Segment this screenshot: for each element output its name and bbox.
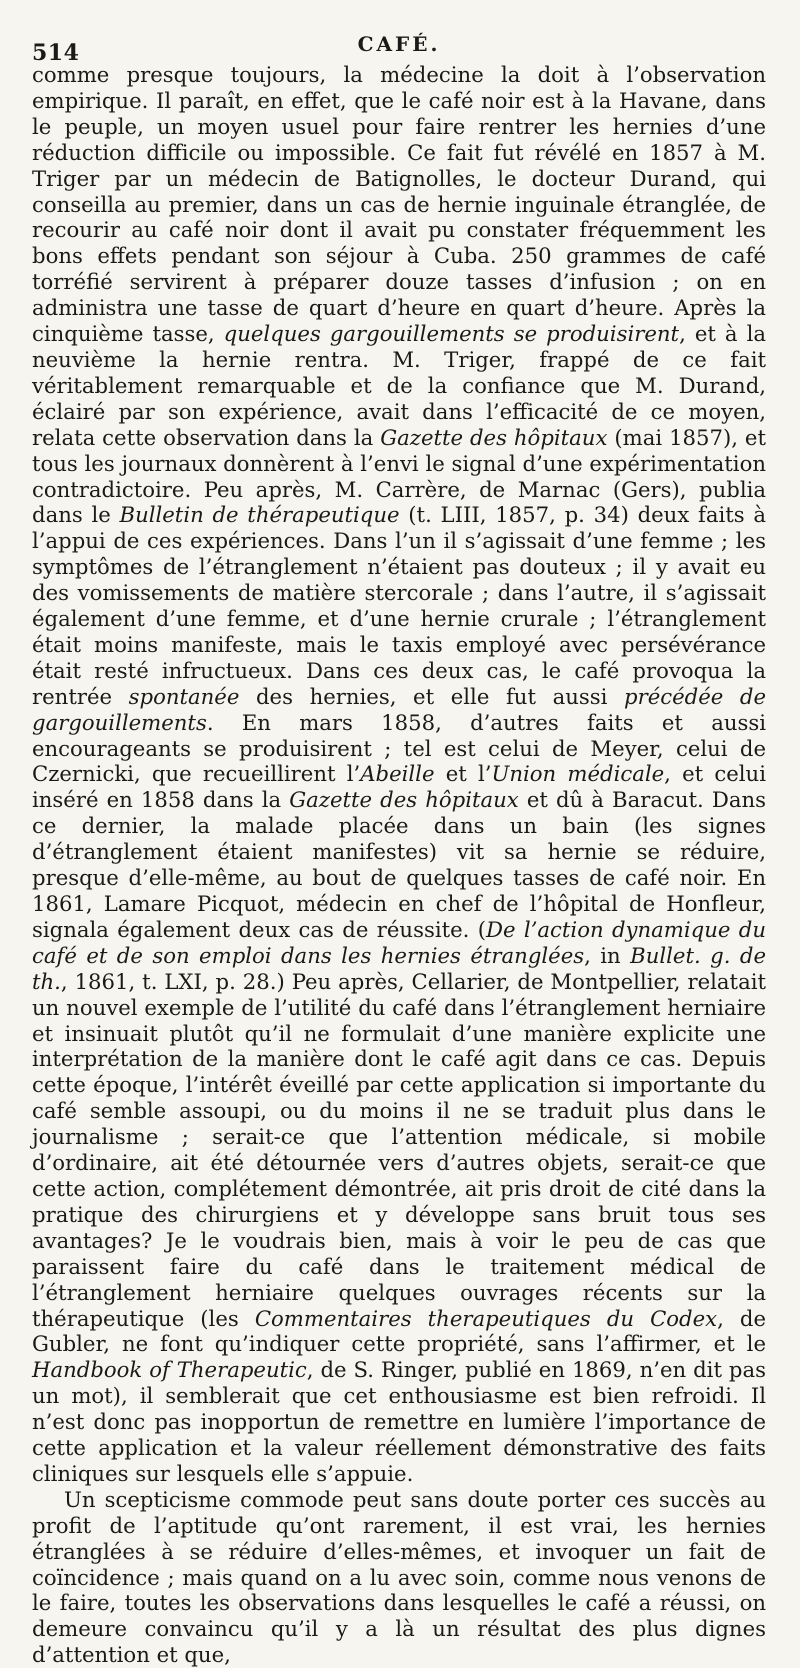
italic-text: Union médicale bbox=[491, 761, 665, 787]
text-run: , 1861, t. LXI, p. 28.) Peu après, Cellarier, de Montpellier, relatait un nouvel exemple de l’utilité du café dans l’étranglement herniaire et insinuait plutôt qu’il ne formulait d’une manière explicite une interprétation de la manière dont le café agit dans ce cas. Depuis cette époque, l’intérêt éveillé par cette application si importante du café semble assoupi, ou du moins il ne se traduit plus dans le journalisme ; serait-ce que l’attention médicale, si mobile d’ordinaire, ait été détournée vers d’autres objets, serait-ce que cette action, complétement démontrée, ait pris droit de cité dans la pratique des chirurgiens et y développe sans bruit tous ses avantages? Je le voudrais bien, mais à voir le peu de cas que paraissent faire du café dans le traitement médical de l’étranglement herniaire quelques ouvrages récents sur la thérapeutique (les bbox=[32, 968, 766, 1331]
italic-text: Bulletin de thérapeutique bbox=[119, 502, 400, 528]
text-run: , et à la neuvième la hernie rentra. M. Triger, frappé de ce fait véritablement remarquable et de la confiance que M. Durand, éclairé par son expérience, avait dans l’efficacité de ce moyen, relata cette observation dans la bbox=[32, 321, 766, 450]
text-run: , in bbox=[584, 942, 631, 968]
text-run: et dû à Baracut. Dans ce dernier, la malade placée dans un bain (les signes d’étranglement étaient manifestes) vit sa hernie se réduire, presque d’elle-même, au bout de quelques tasses de café noir. En 1861, Lamare Picquot, médecin en chef de l’hôpital de Honfleur, signala également deux cas de réussite. ( bbox=[32, 787, 766, 942]
italic-text: Gazette des hôpitaux bbox=[289, 787, 519, 813]
text-run: , de Gubler, ne font qu’indiquer cette propriété, sans l’affirmer, et le bbox=[32, 1305, 766, 1357]
text-run: . En mars 1858, d’autres faits et aussi encourageants se produisirent ; tel est celui de Meyer, celui de Czernicki, que recueillirent l’ bbox=[32, 709, 766, 787]
italic-text: Handbook of Therapeutic bbox=[32, 1357, 307, 1383]
text-run: , de S. Ringer, publié en 1869, n’en dit pas un mot), il semblerait que cet enthousiasme est bien refroidi. Il n’est donc pas inopportun de remettre en lumière l’importance de cette application et la valeur réellement démonstrative des faits cliniques sur lesquels elle s’appuie. bbox=[32, 1357, 766, 1486]
italic-text: Abeille bbox=[360, 761, 435, 787]
text-run: comme presque toujours, la médecine la doit à l’observation empirique. Il paraît, en effet, que le café noir est à la Havane, dans le peuple, un moyen usuel pour faire rentrer les hernies d’une réduction difficile ou impossible. Ce fait fut révélé en 1857 à M. Triger par un médecin de Batignolles, le docteur Durand, qui conseilla au premier, dans un cas de hernie inguinale étranglée, de recourir au café noir dont il avait pu constater fréquemment les bons effets pendant son séjour à Cuba. 250 grammes de café torréfié servirent à préparer douze tasses d’infusion ; on en administra une tasse de quart d’heure en quart d’heure. Après la cinquième tasse, bbox=[32, 62, 766, 347]
running-title: CAFÉ. bbox=[357, 32, 441, 56]
text-run: Un scepticisme commode peut sans doute porter ces succès au profit de l’aptitude qu’ont rarement, il est vrai, les hernies étranglées à se réduire d’elles-mêmes, et invoquer un fait de coïncidence ; mais quand on a lu avec soin, comme nous venons de le faire, toutes les observations dans lesquelles le café a réussi, on demeure convaincu qu’il y a là un résultat des plus dignes d’attention et que, bbox=[32, 1486, 766, 1668]
italic-text: Commentaires therapeutiques du Codex bbox=[254, 1305, 718, 1331]
running-head bbox=[32, 30, 766, 66]
text-run: (t. LIII, 1857, p. 34) deux faits à l’appui de ces expériences. Dans l’un il s’agissait d’une femme ; les symptômes de l’étranglement n’étaient pas douteux ; il y avait eu des vomissements de matière stercorale ; dans l’autre, il s’agissait également d’une femme, et d’une hernie crurale ; l’étranglement était moins manifeste, mais le taxis employé avec persévérance était resté infructueux. Dans ces deux cas, le café provoqua la rentrée bbox=[32, 502, 767, 709]
text-run: et l’ bbox=[434, 761, 492, 787]
italic-text: quelques gargouillements se produisirent bbox=[223, 321, 680, 347]
italic-text: Bullet. g. de th. bbox=[32, 942, 766, 994]
body-text bbox=[32, 62, 766, 1668]
text-run: des hernies, et elle fut aussi bbox=[239, 683, 624, 709]
italic-text: spontanée bbox=[128, 683, 240, 709]
paragraph-1 bbox=[32, 62, 766, 1487]
italic-text: précédée de gargouillements bbox=[32, 683, 766, 735]
page-number: 514 bbox=[32, 40, 80, 66]
text-run: (mai 1857), et tous les journaux donnèrent à l’envi le signal d’une expérimentation contradictoire. Peu après, M. Carrère, de Marnac (Gers), publia dans le bbox=[32, 424, 766, 528]
text-run: , et celui inséré en 1858 dans la bbox=[32, 761, 766, 813]
italic-text: De l’action dynamique du café et de son emploi dans les hernies étranglées bbox=[32, 916, 766, 968]
italic-text: Gazette des hôpitaux bbox=[380, 424, 608, 450]
paragraph-2 bbox=[32, 1487, 766, 1668]
